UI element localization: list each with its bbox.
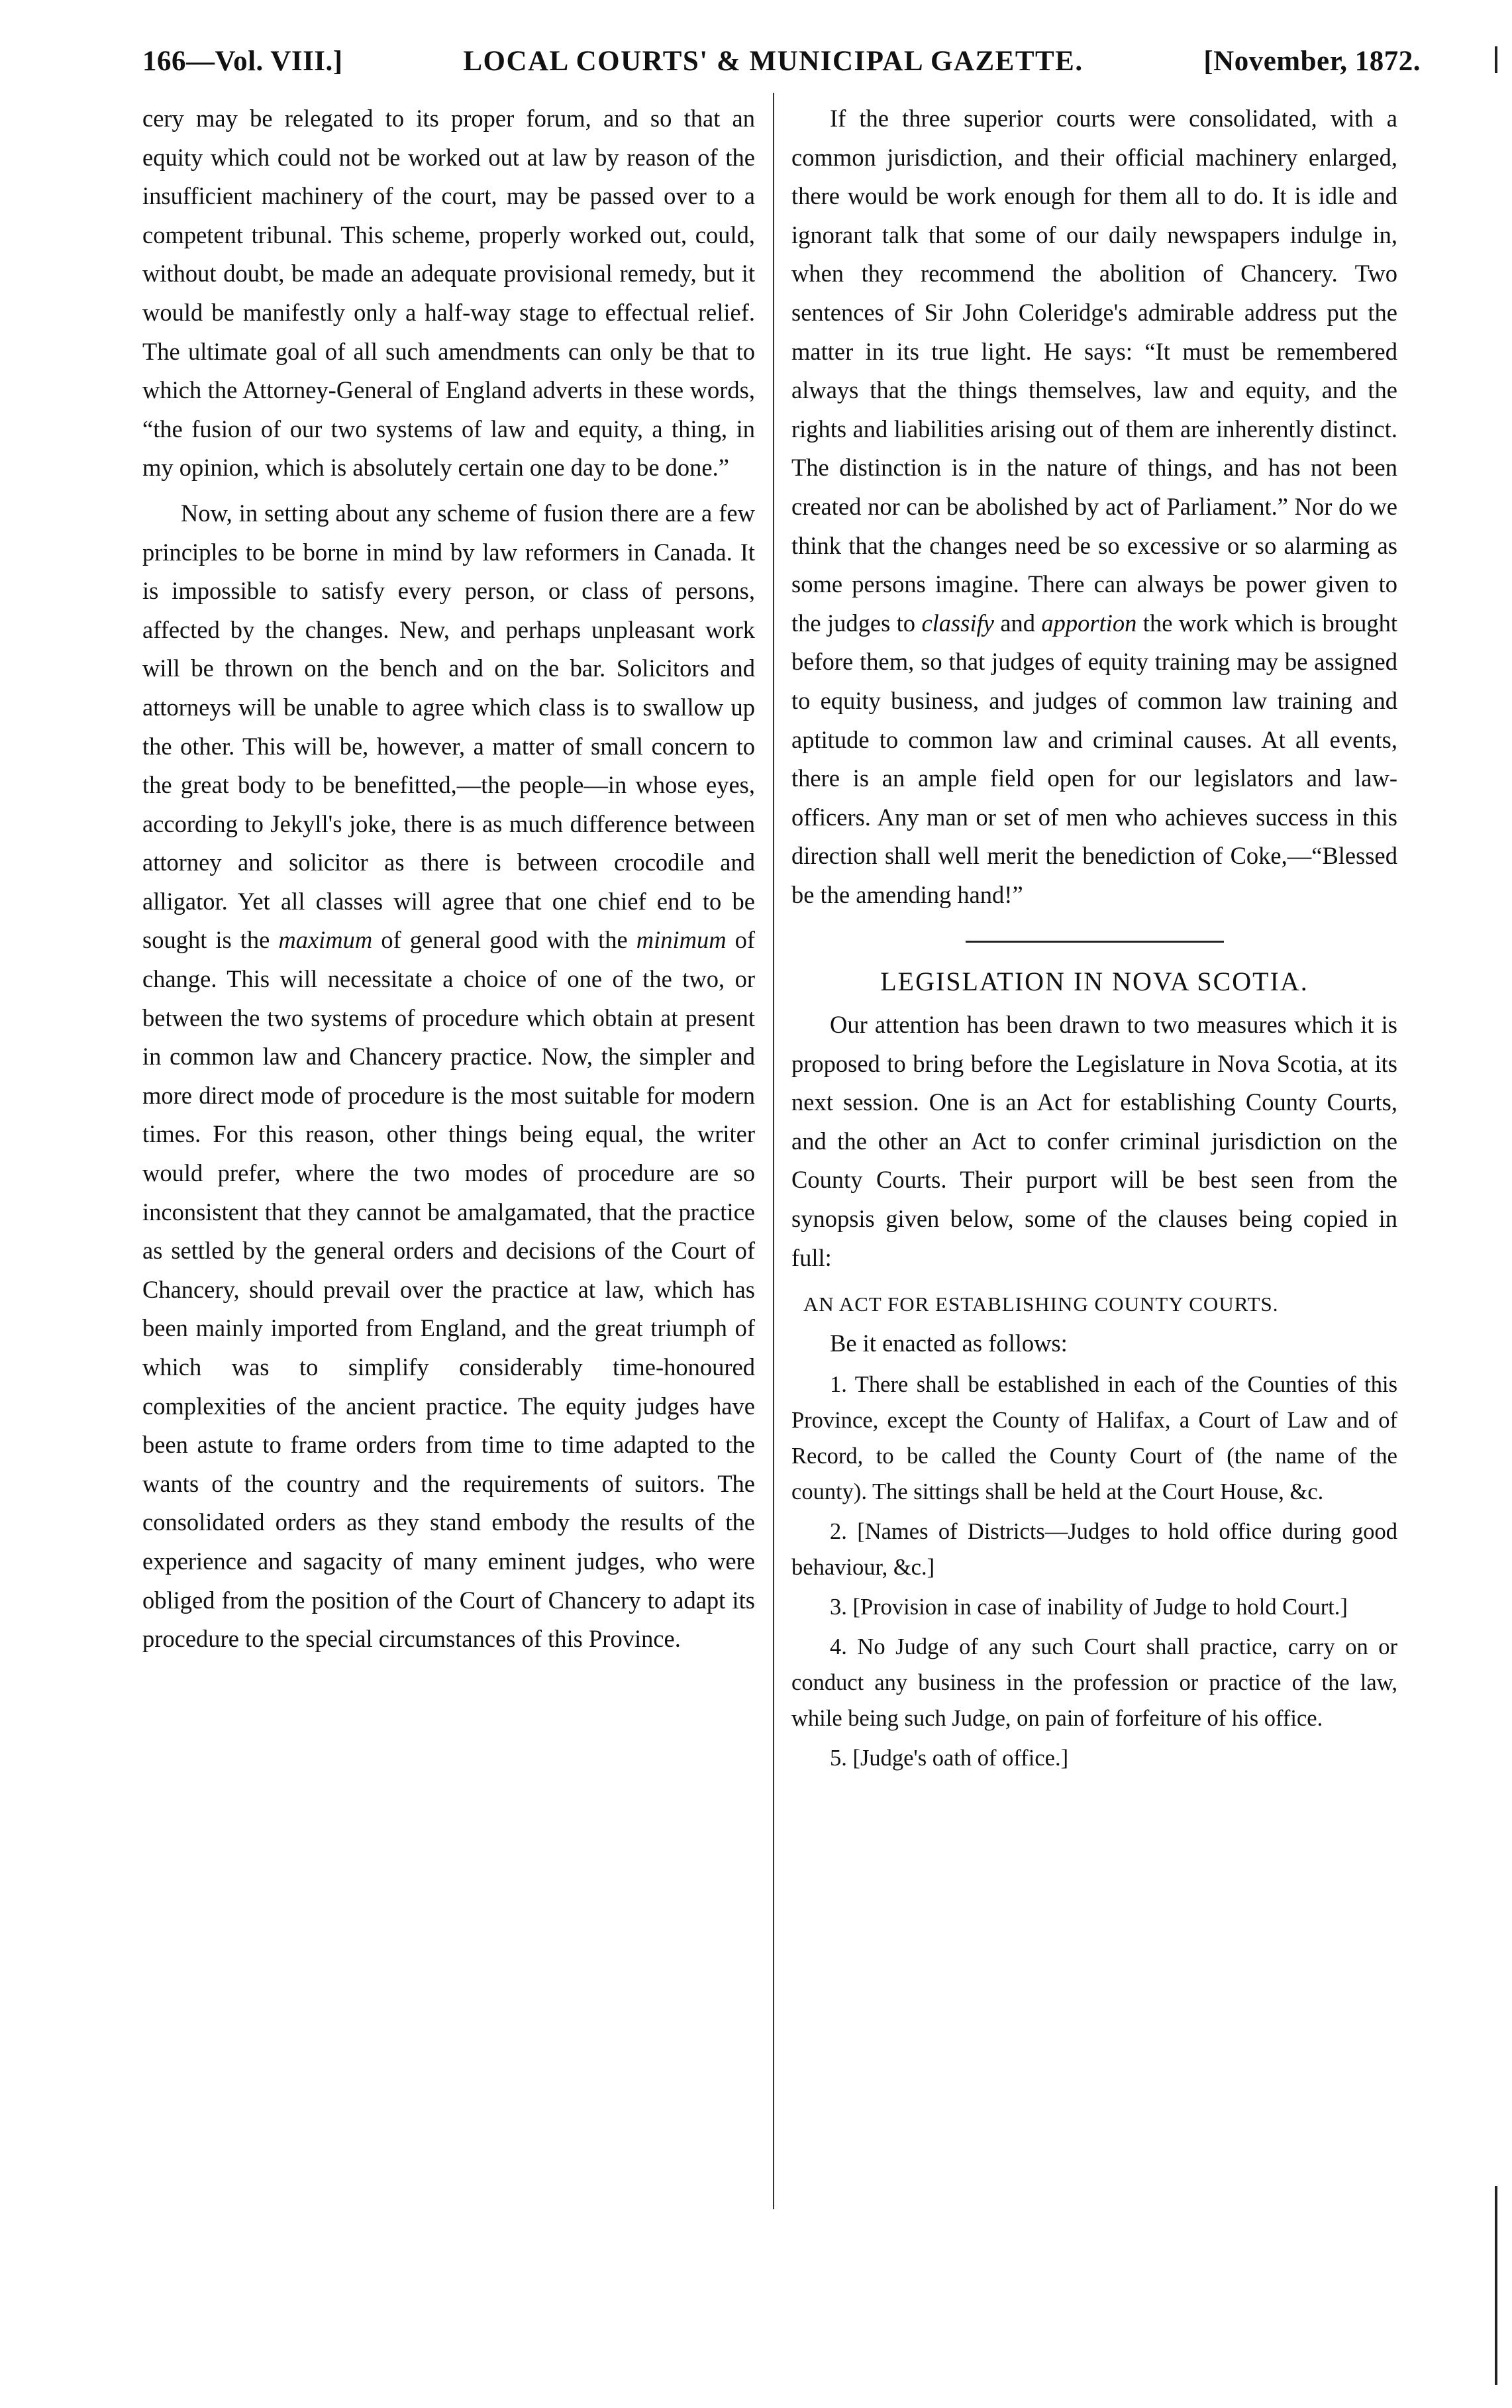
paragraph-text: of general good with the <box>381 926 628 954</box>
left-paragraph-1: cery may be relegated to its proper forum, and so that an equity which could not be worked out at law by reason of the insufficient machinery of the court, may be passed over to a competent tribunal. This scheme, properly worked out, could, without doubt, be made an adequate provisional remedy, but it would be manifestly only a half-way stage to effectual relief. The ultimate goal of all such amendments can only be that to which the Attorney-General of England adverts in these words, “the fusion of our two systems of law and equity, a thing, in my opinion, which is absolutely certain one day to be done.” <box>142 105 755 482</box>
right-paragraph-2: Our attention has been drawn to two measures which it is proposed to bring before the Legislature in Nova Scotia, at its next session. One is an Act for establishing County Courts, and the other an Act to confer criminal jurisdiction on the County Courts. Their purport will be best seen from the synopsis given below, some of the clauses being copied in full: <box>791 1011 1397 1271</box>
paragraph-text: If the three superior courts were consolidated, with a common jurisdiction, and their official machinery enlarged, there would be work enough for them all to do. It is idle and ignorant talk that some of our daily newspapers indulge in, when they recommend the abolition of Chancery. Two sentences of Sir John Coleridge's admirable address put the matter in its true light. He says: “It must be remembered always that the things themselves, law and equity, and the rights and liabilities arising out of them are inherently distinct. The distinction is in the nature of things, and has not been created nor can be abolished by act of Parliament.” Nor do we think that the changes need be so excessive or so alarming as some persons imagine. There can always be power given to the judges to <box>791 105 1397 637</box>
publication-title: LOCAL COURTS' & MUNICIPAL GAZETTE. <box>463 45 1084 77</box>
left-column <box>142 99 755 1659</box>
clause-4: 4. No Judge of any such Court shall practice, carry on or conduct any business in the profession or practice of the law, while being such Judge, on pain of forfeiture of his office. <box>791 1634 1397 1732</box>
act-intro: Be it enacted as follows: <box>830 1329 1068 1357</box>
paragraph-text: of change. This will necessitate a choice of one of the two, or between the two systems of procedure which obtain at present in common law and Chancery practice. Now, the simpler and more direct mode of procedure is the most suitable for modern times. For this reason, other things being equal, the writer would prefer, where the two modes of procedure are so inconsistent that they cannot be amalgamated, that the practice as settled by the general orders and decisions of the Court of Chancery, should prevail over the practice at law, which has been mainly imported from England, and the great triumph of which was to simplify considerably time-honoured complexities of the ancient practice. The equity judges have been astute to frame orders from time to time adapted to the wants of the country and the requirements of suitors. The consolidated orders as they stand embody the results of the experience and sagacity of many eminent judges, who were obliged from the position of the Court of Chancery to adapt its procedure to the special circumstances of this Province. <box>142 926 756 1653</box>
right-paragraph-1 <box>791 99 1397 914</box>
scan-edge-mark <box>1495 2186 1497 2385</box>
italic-minimum: minimum <box>636 926 727 954</box>
scan-edge-mark <box>1495 46 1497 73</box>
italic-apportion: apportion <box>1041 609 1137 637</box>
left-paragraph-2 <box>142 494 755 1659</box>
clause-5: 5. [Judge's oath of office.] <box>830 1746 1069 1771</box>
italic-maximum: maximum <box>278 926 373 954</box>
act-heading: AN ACT FOR ESTABLISHING COUNTY COURTS. <box>803 1292 1279 1316</box>
paragraph-text: and <box>1000 609 1036 637</box>
paragraph-text: the work which is brought before them, so that judges of equity training may be assigned to equity business, and judges of common law training and aptitude to common law and criminal causes. At all events, there is an ample field open for our legislators and law-officers. Any man or set of men who achieves success in this direction shall well merit the benediction of Coke,—“Blessed be the amending hand!” <box>791 609 1398 908</box>
section-title: LEGISLATION IN NOVA SCOTIA. <box>880 967 1309 997</box>
page-volume: 166—Vol. VIII.] <box>142 45 343 77</box>
issue-date: [November, 1872. <box>1203 45 1421 77</box>
right-column <box>791 99 1397 1776</box>
clause-3: 3. [Provision in case of inability of Judge to hold Court.] <box>830 1595 1348 1620</box>
paragraph-text: Now, in setting about any scheme of fusion there are a few principles to be borne in mind by law reformers in Canada. It is impossible to satisfy every person, or class of persons, affected by the changes. New, and perhaps unpleasant work will be thrown on the bench and on the bar. Solicitors and attorneys will be unable to agree which class is to swallow up the other. This will be, however, a matter of small concern to the great body to be benefitted,—the people—in whose eyes, according to Jekyll's joke, there is as much difference between attorney and solicitor as there is between crocodile and alligator. Yet all classes will agree that one chief end to be sought is the <box>142 499 755 954</box>
running-header <box>142 34 1421 87</box>
italic-classify: classify <box>921 609 994 637</box>
column-divider <box>773 93 774 2209</box>
section-rule <box>966 941 1224 943</box>
clause-2: 2. [Names of Districts—Judges to hold office during good behaviour, &c.] <box>791 1519 1397 1581</box>
clause-1: 1. There shall be established in each of the Counties of this Province, except the County of Halifax, a Court of Law and of Record, to be called the County Court of (the name of the county). The sittings shall be held at the Court House, &c. <box>791 1372 1397 1505</box>
